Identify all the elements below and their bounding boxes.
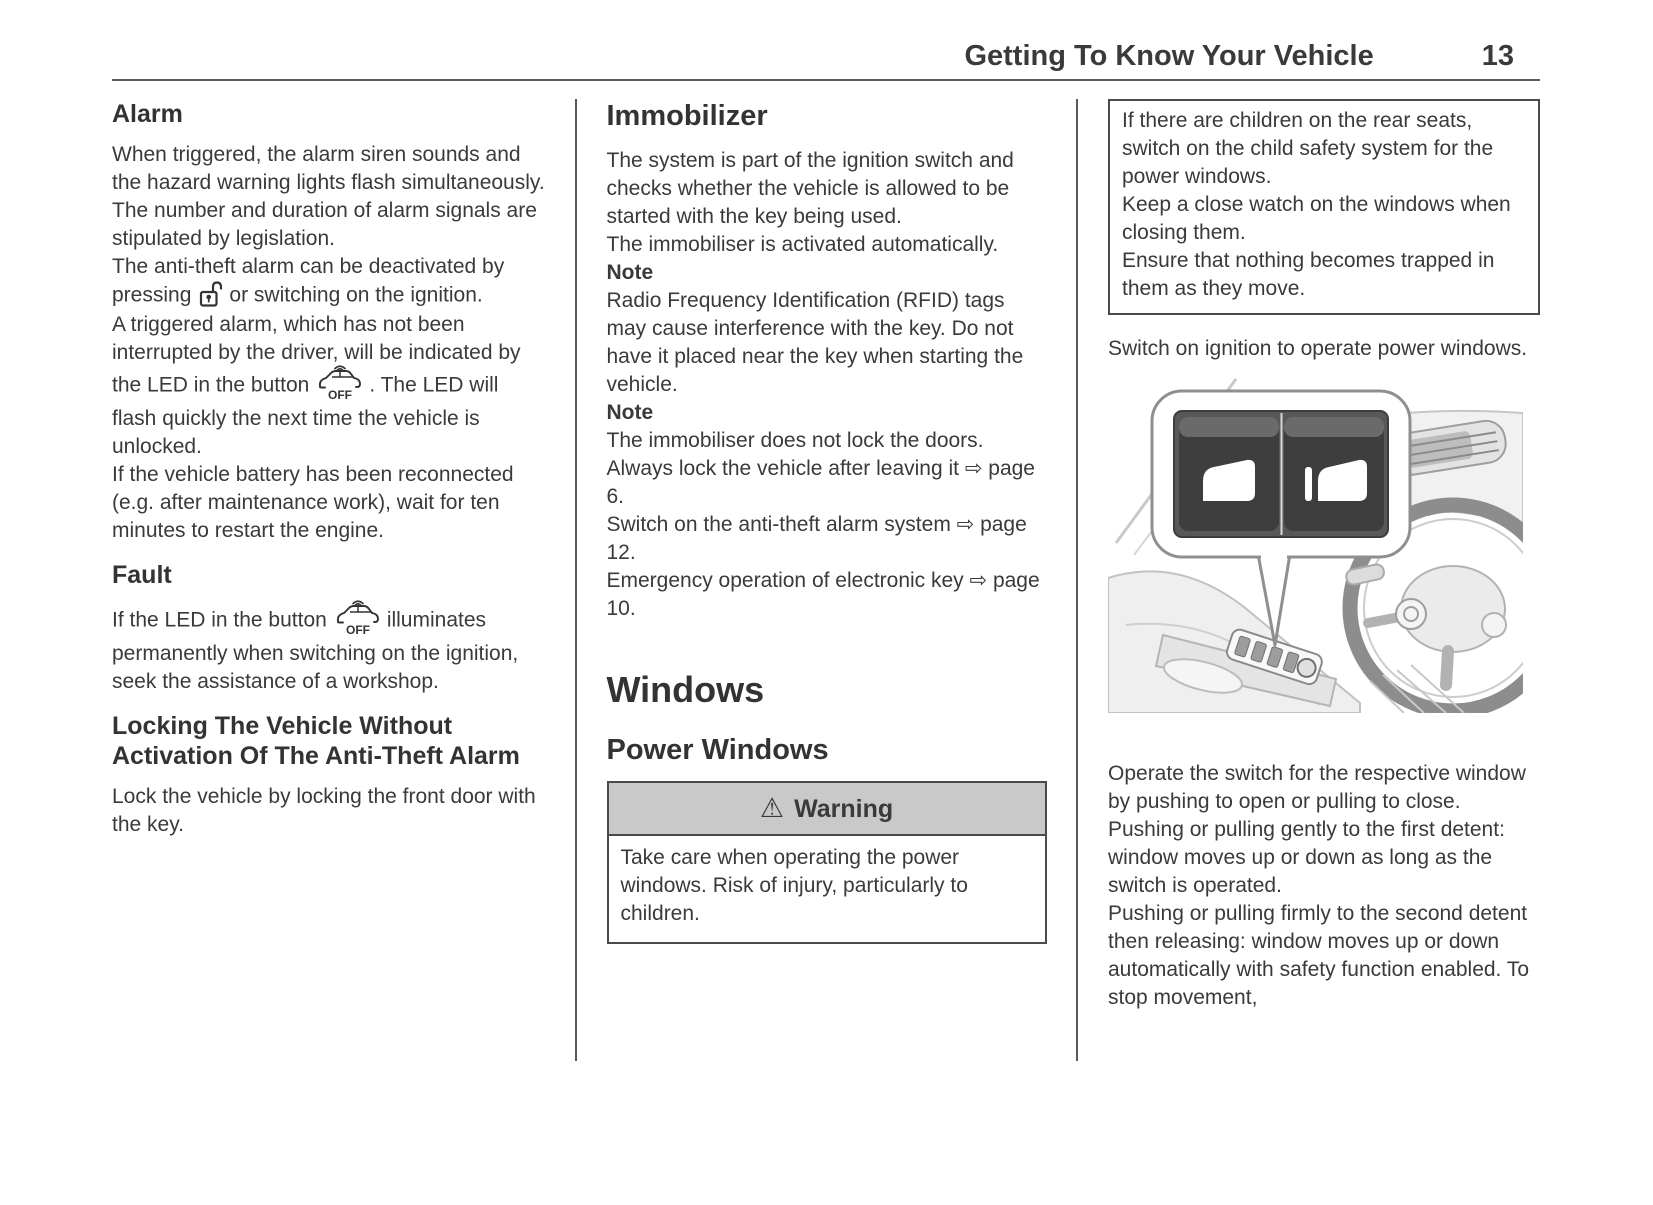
fault-before: If the LED in the button bbox=[112, 608, 327, 632]
column-divider bbox=[1076, 99, 1078, 1061]
car-off-icon-label: OFF bbox=[328, 388, 353, 402]
note-label: Note bbox=[606, 401, 654, 424]
warning-box-header bbox=[609, 783, 1045, 836]
operate-paragraph-3: Pushing or pulling firmly to the second detent then releasing: window moves up or down automatically with safety function enabled. To stop movement, bbox=[1108, 902, 1530, 1009]
warning-cont-paragraph-1: If there are children on the rear seats, switch on the child safety system for the power windows. bbox=[1122, 109, 1494, 188]
windows-heading: Windows bbox=[606, 669, 765, 710]
alarm-heading: Alarm bbox=[112, 100, 183, 128]
alarm-paragraph-1: When triggered, the alarm siren sounds and the hazard warning lights flash simultaneously. The number and duration of alarm signals are stipulated by legislation. bbox=[112, 143, 545, 250]
warning-box bbox=[607, 781, 1047, 944]
unlock-icon bbox=[198, 279, 222, 309]
header-rule bbox=[112, 79, 1540, 81]
ignition-paragraph: Switch on ignition to operate power windows. bbox=[1108, 337, 1528, 360]
warning-continuation-box bbox=[1108, 99, 1540, 315]
fault-after: illuminates permanently when switching on the ignition, seek the assistance of a workshop. bbox=[112, 608, 519, 693]
immobilizer-note-2: The immobiliser does not lock the doors. Always lock the vehicle after leaving it ⇨ page 6. bbox=[606, 429, 1035, 508]
power-windows-heading: Power Windows bbox=[606, 734, 829, 766]
immobilizer-paragraph-4: Emergency operation of electronic key ⇨ page 10. bbox=[606, 569, 1040, 620]
alarm-paragraph-3 bbox=[112, 311, 545, 461]
warning-cont-paragraph-2: Keep a close watch on the windows when closing them. bbox=[1122, 193, 1511, 244]
power-window-switch-illustration bbox=[1108, 373, 1523, 713]
warning-box-body bbox=[609, 836, 1045, 942]
immobilizer-paragraph-2: The immobiliser is activated automatically. bbox=[606, 233, 999, 256]
alarm-p3-after: . The LED will flash quickly the next time the vehicle is unlocked. bbox=[112, 373, 499, 458]
alarm-p2-before: The anti-theft alarm can be deactivated by pressing bbox=[112, 255, 505, 307]
operate-paragraph-1: Operate the switch for the respective window by pushing to open or pulling to close. bbox=[1108, 762, 1526, 813]
column-divider bbox=[575, 99, 577, 1061]
operate-paragraph-2: Pushing or pulling gently to the first detent: window moves up or down as long as the switch is operated. bbox=[1108, 818, 1505, 897]
locking-paragraph: Lock the vehicle by locking the front door with the key. bbox=[112, 785, 536, 836]
immobilizer-paragraph-3: Switch on the anti-theft alarm system ⇨ page 12. bbox=[606, 513, 1027, 564]
immobilizer-heading: Immobilizer bbox=[606, 100, 768, 132]
fault-heading: Fault bbox=[112, 561, 172, 589]
alarm-paragraph-4: If the vehicle battery has been reconnected (e.g. after maintenance work), wait for ten minutes to restart the engine. bbox=[112, 463, 514, 542]
warning-paragraph: Take care when operating the power windows. Risk of injury, particularly to children. bbox=[620, 846, 968, 925]
content-columns bbox=[112, 99, 1540, 1061]
alarm-p3-before: A triggered alarm, which has not been interrupted by the driver, will be indicated by the LED in the button bbox=[112, 313, 521, 397]
car-alarm-off-icon bbox=[334, 600, 380, 638]
column-immobilizer-windows bbox=[607, 99, 1047, 1061]
car-alarm-off-icon bbox=[316, 365, 362, 403]
column-power-windows bbox=[1108, 99, 1540, 1061]
warning-cont-paragraph-3: Ensure that nothing becomes trapped in them as they move. bbox=[1122, 249, 1495, 300]
car-off-icon-label: OFF bbox=[345, 623, 370, 637]
fault-paragraph bbox=[112, 602, 545, 696]
alarm-paragraph-2 bbox=[112, 253, 545, 311]
immobilizer-paragraph-1: The system is part of the ignition switch and checks whether the vehicle is allowed to be started with the key being used. bbox=[606, 149, 1014, 228]
note-label: Note bbox=[606, 261, 654, 284]
immobilizer-note-1: Radio Frequency Identification (RFID) tags may cause interference with the key. Do not have it placed near the key when starting the vehicle. bbox=[606, 289, 1024, 396]
alarm-p2-after: or switching on the ignition. bbox=[229, 283, 483, 307]
page-number: 13 bbox=[1481, 40, 1514, 72]
page-title: Getting To Know Your Vehicle bbox=[964, 40, 1374, 72]
warning-icon: ⚠ bbox=[759, 793, 785, 823]
warning-title: Warning bbox=[794, 795, 894, 823]
page-header bbox=[112, 40, 1540, 73]
column-alarm bbox=[112, 99, 545, 1061]
manual-page bbox=[0, 40, 1653, 1205]
locking-heading: Locking The Vehicle Without Activation Of The Anti-Theft Alarm bbox=[112, 712, 520, 770]
